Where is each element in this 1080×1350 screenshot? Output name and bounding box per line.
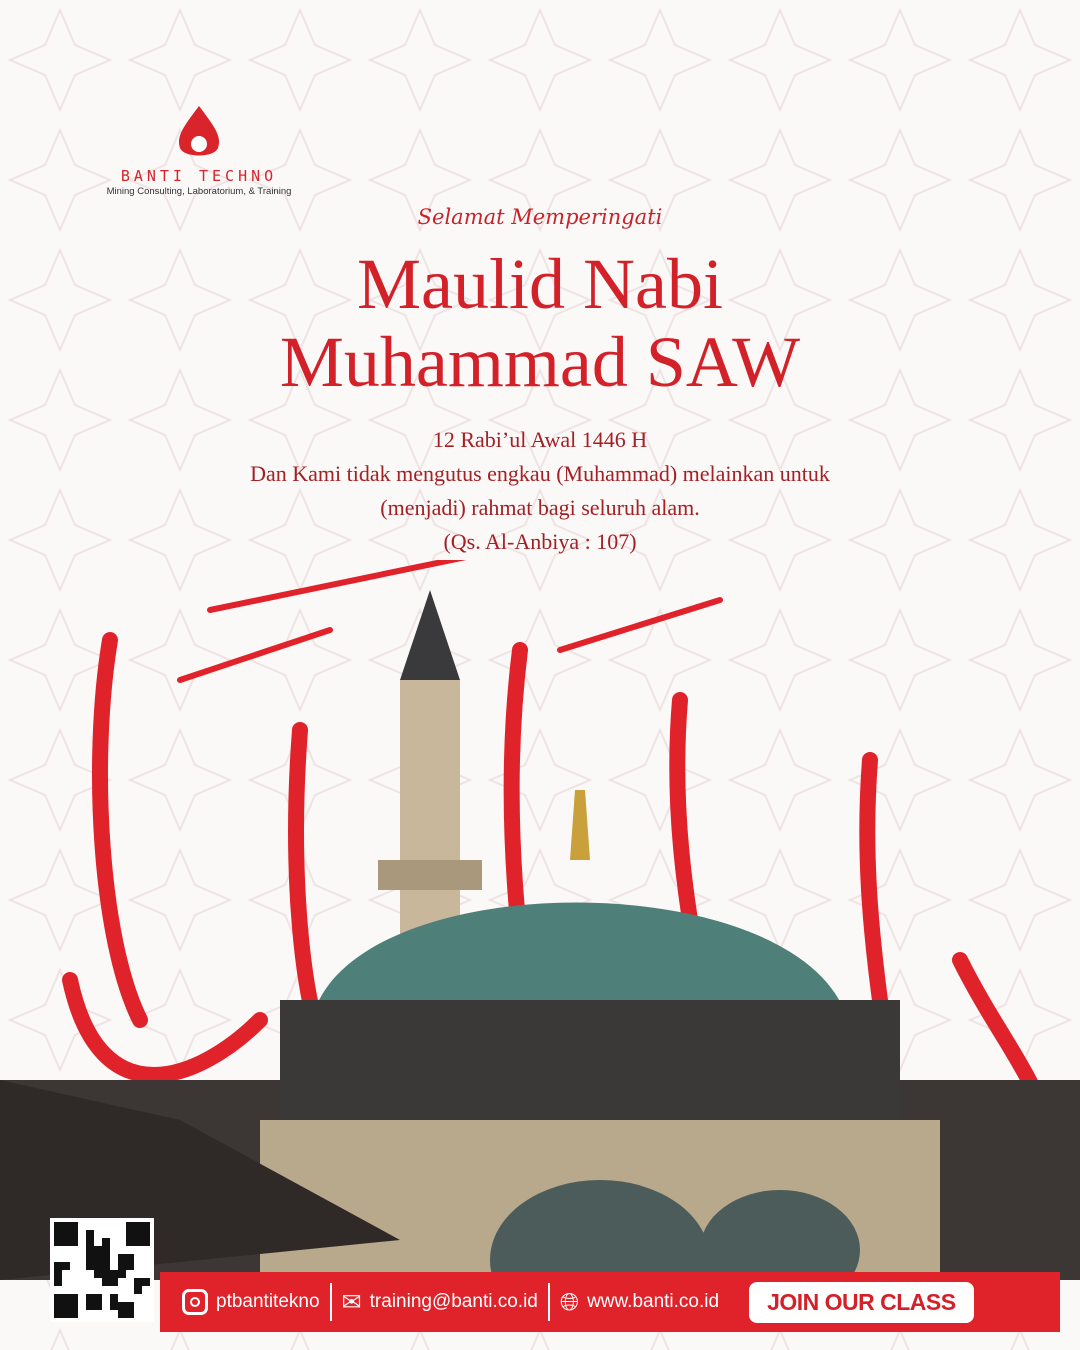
instagram-link[interactable]: ptbantitekno xyxy=(182,1289,320,1315)
divider xyxy=(548,1283,550,1321)
join-class-button[interactable]: JOIN OUR CLASS xyxy=(749,1282,974,1323)
greeting: Selamat Memperingati xyxy=(417,205,663,229)
brand-name: BANTI TECHNO xyxy=(120,167,278,185)
divider xyxy=(330,1283,332,1321)
qr-code[interactable] xyxy=(50,1218,154,1322)
flame-logo-icon xyxy=(174,104,224,160)
page-title: Maulid Nabi Muhammad SAW xyxy=(279,244,801,402)
footer-contact-bar xyxy=(160,1272,1060,1332)
globe-icon: 🌐︎ xyxy=(559,1288,580,1316)
brand-tagline: Mining Consulting, Laboratorium, & Training xyxy=(106,186,292,197)
instagram-icon xyxy=(182,1289,208,1315)
email-icon: ✉ xyxy=(341,1288,362,1316)
email-link[interactable]: ✉ training@banti.co.id xyxy=(341,1288,538,1316)
mosque xyxy=(0,590,1080,1280)
verse-block: 12 Rabi’ul Awal 1446 H Dan Kami tidak mengutus engkau (Muhammad) melainkan untuk (menjadi) rahmat bagi seluruh alam. (Qs. Al-Anbiya : 107) xyxy=(0,423,1080,559)
hijri-date: 12 Rabi’ul Awal 1446 H xyxy=(432,427,648,452)
company-logo xyxy=(104,104,294,197)
website-link[interactable]: 🌐︎ www.banti.co.id xyxy=(559,1288,720,1316)
verse-reference: (Qs. Al-Anbiya : 107) xyxy=(443,529,637,554)
mosque-calligraphy-illustration xyxy=(0,560,1080,1280)
